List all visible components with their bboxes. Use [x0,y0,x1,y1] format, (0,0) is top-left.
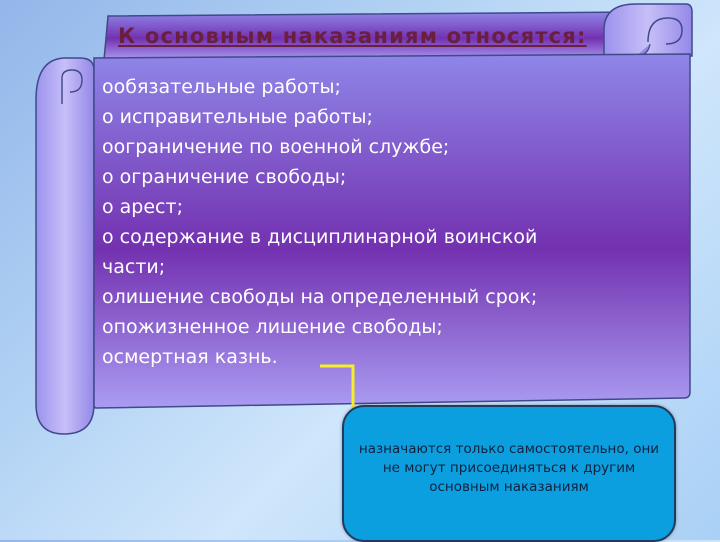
note-text: назначаются только самостоятельно, они не могут присоединяться к другим основным наказаниям [358,441,660,495]
bullet-icon: o [102,226,114,248]
bullet-icon: o [102,316,114,338]
bullet-icon: o [102,196,114,218]
list-item-text: смертная казнь. [113,346,278,368]
bullet-icon: o [102,286,114,308]
list-item-text: содержание в дисциплинарной воинской [113,226,538,248]
list-item-text: пожизненное лишение свободы; [113,316,443,338]
bullet-icon: o [102,166,114,188]
list-item-text: арест; [113,196,183,218]
list-item-text: исправительные работы; [113,106,373,128]
bullet-icon: o [102,106,114,128]
list-item-text: лишение свободы на определенный срок; [113,286,538,308]
list-item-text: ограничение по военной службе; [113,136,450,158]
bullet-icon: o [102,136,114,158]
list-item-text: ограничение свободы; [113,166,347,188]
bullet-icon: o [102,346,114,368]
slide-title: К основным наказаниям относятся: [118,24,587,48]
list-item-text: обязательные работы; [113,76,341,98]
note-box [342,405,676,542]
bullet-icon: o [102,76,114,98]
list-item-text: части; [102,256,166,278]
